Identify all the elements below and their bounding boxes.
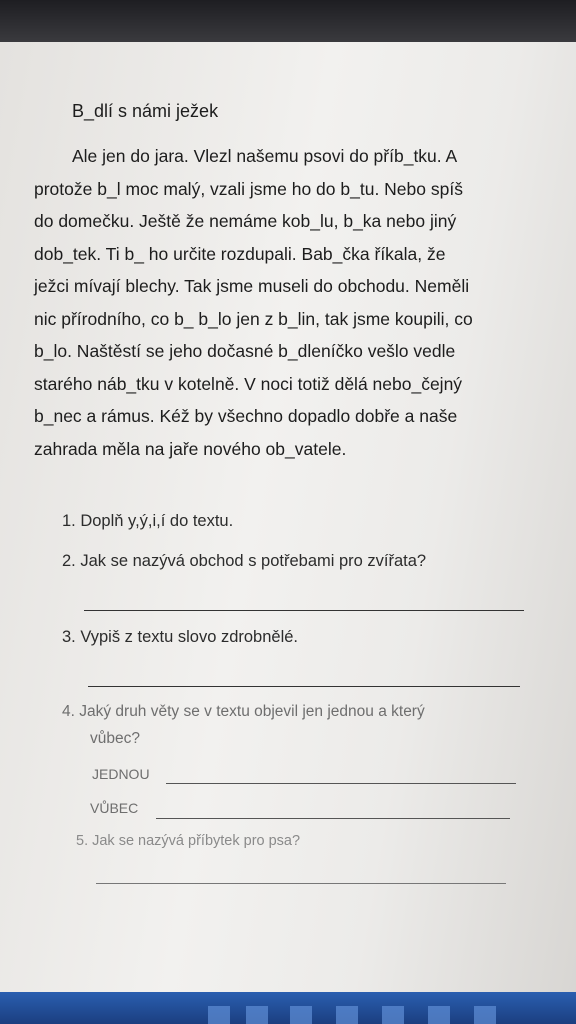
paragraph-line: zahrada měla na jaře nového ob_vatele.	[34, 438, 347, 459]
story-paragraph	[34, 140, 554, 465]
paragraph-line: b_lo. Naštěstí se jeho dočasné b_dleníčko vešlo vedle	[34, 341, 456, 361]
question-5: 5. Jak se nazývá příbytek pro psa?	[76, 833, 301, 849]
taskbar-app-icon[interactable]	[246, 1006, 268, 1024]
answer-line-jednou[interactable]	[166, 783, 516, 784]
answer-line-3[interactable]	[88, 686, 520, 687]
taskbar-app-icon[interactable]	[428, 1006, 450, 1024]
taskbar-app-icon[interactable]	[474, 1006, 496, 1024]
answer-line-5[interactable]	[96, 883, 506, 884]
paragraph-line: ježci mívají blechy. Tak jsme museli do obchodu. Neměli	[34, 276, 470, 296]
taskbar-app-icon[interactable]	[208, 1006, 230, 1024]
paragraph-line: nic přírodního, co b_ b_lo jen z b_lin, tak jsme koupili, co	[34, 308, 473, 329]
question-4: 4. Jaký druh věty se v textu objevil jen jednou a který	[62, 703, 425, 720]
taskbar-app-icon[interactable]	[290, 1006, 312, 1024]
answer-line-2[interactable]	[84, 610, 524, 611]
answer-line-vubec[interactable]	[156, 818, 510, 819]
question-4-continued: vůbec?	[90, 730, 140, 747]
question-2: 2. Jak se nazývá obchod s potřebami pro zvířata?	[62, 552, 427, 570]
question-3: 3. Vypiš z textu slovo zdrobnělé.	[62, 628, 299, 646]
paragraph-line: b_nec a rámus. Kéž by všechno dopadlo dobře a naše	[34, 406, 458, 426]
label-vubec: VŮBEC	[90, 800, 139, 816]
question-1: 1. Doplň y,ý,i,í do textu.	[62, 512, 234, 530]
monitor-top-bezel	[0, 0, 576, 42]
paragraph-line: do domečku. Ještě že nemáme kob_lu, b_ka nebo jiný	[34, 211, 457, 231]
taskbar	[0, 992, 576, 1024]
paragraph-line: Ale jen do jara. Vlezl našemu psovi do příb_tku. A	[72, 146, 458, 166]
taskbar-app-icon[interactable]	[336, 1006, 358, 1024]
label-jednou: JEDNOU	[92, 766, 150, 782]
document-title: B_dlí s námi ježek	[72, 101, 219, 121]
paragraph-line: starého náb_tku v kotelně. V noci totiž dělá nebo_čejný	[34, 373, 463, 394]
taskbar-app-icon[interactable]	[382, 1006, 404, 1024]
paragraph-line: dob_tek. Ti b_ ho určite rozdupali. Bab_čka říkala, že	[34, 243, 446, 264]
paragraph-line: protože b_l moc malý, vzali jsme ho do b_tu. Nebo spíš	[34, 178, 463, 199]
